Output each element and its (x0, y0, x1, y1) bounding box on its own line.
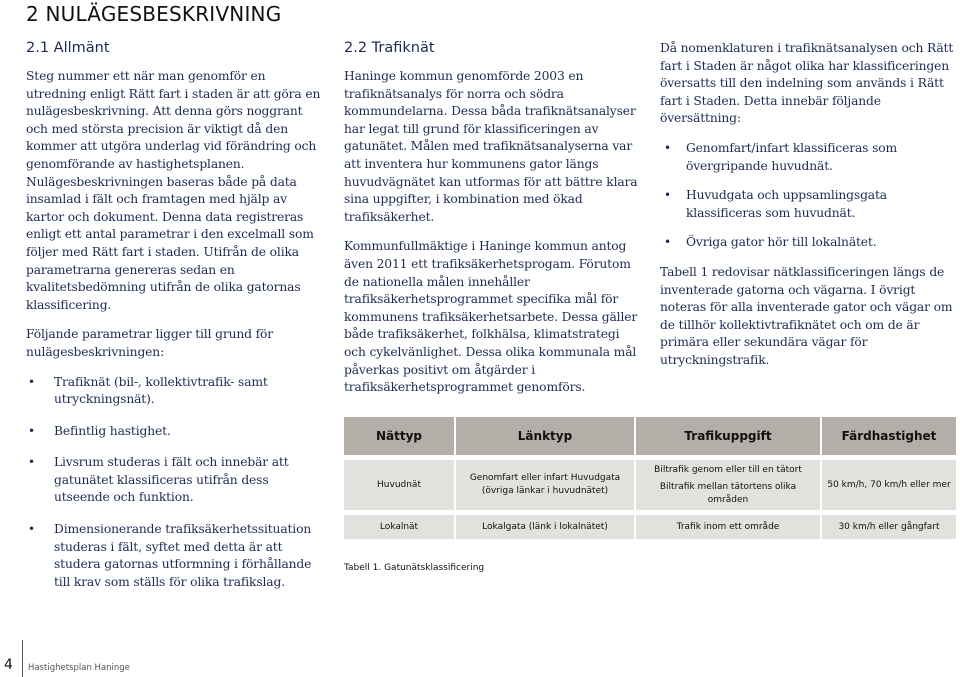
parameter-list (26, 374, 326, 592)
classification-table (344, 417, 956, 539)
list-item-text: Övriga gator hör till lokalnätet. (686, 235, 877, 250)
list-item-text: Befintlig hastighet. (54, 423, 171, 438)
list-item (660, 140, 958, 175)
paragraph: Steg nummer ett när man genomför en utredning enligt Rätt fart i staden är att göra en nulägesbeskrivning. Att denna görs noggrant och med största precision är viktigt då den kommer att utgöra underlag vid förändring och genomförande av hastighetsplanen. Nulägesbeskrivningen baseras både på data insamlad i fält och framtagen med hjälp av kartor och dokument. Denna data registreras enligt ett antal parametrar i den excelmall som följer med Rätt fart i staden. Utifrån de olika parametrarna genereras sedan en kvalitetsbedömning utifrån de olika gatornas klassificering. (26, 69, 321, 312)
list-item (660, 187, 958, 222)
paragraph: Haninge kommun genomförde 2003 en trafiknätsanalys för norra och södra kommundelarna. Dessa båda trafiknätsanalyser har legat till grund för klassificeringen av gatunätet. Målen med trafiknätsanalyserna var att inventera hur kommunens gator längs huvudvägnätet kan utformas för att bättre klara sina uppgifter, i kombination med ökad trafiksäkerhet. (344, 69, 638, 224)
bullet-icon: • (28, 522, 35, 537)
bullet-icon: • (664, 140, 671, 155)
cell-line: Genomfart eller infart Huvudgata (469, 473, 621, 483)
cell-line: Biltrafik genom eller till en tätort (654, 464, 802, 475)
bullet-icon: • (664, 235, 671, 250)
table-cell: Lokalgata (länk i lokalnätet) (456, 510, 636, 539)
table-cell: Huvudnät (344, 455, 456, 510)
paragraph: Tabell 1 redovisar nätklassificeringen längs de inventerade gatorna och vägarna. I övrigt noteras för alla inventerade gator och vägar om de tillhör kollektivtrafiknätet och om de är primära eller sekundära vägar för utryckningstrafik. (660, 264, 953, 367)
list-item (660, 234, 958, 252)
paragraph: Kommunfullmäktige i Haninge kommun antog även 2011 ett trafiksäkerhetsprogam. Förutom de nationella målen innehåller trafiksäkerhetsprogrammet specifika mål för kommunens trafiksäkerhetsarbete. Dessa gäller både trafiksäkerhet, folkhälsa, klimatstrategi och cykelvänlighet. Dessa olika kommunala mål påverkas positivt om åtgärder i trafiksäkerhetsprogrammet genomförs. (344, 239, 638, 395)
column-header-fardhastighet: Färdhastighet (822, 417, 956, 455)
table-cell (636, 455, 822, 510)
list-item-text: Livsrum studeras i fält och innebär att gatunätet klassificeras utifrån dess utseende och funktion. (54, 455, 289, 505)
section-heading-trafiknat: 2.2 Trafiknät (344, 40, 435, 56)
bullet-icon: • (28, 455, 35, 470)
translation-list (660, 140, 958, 252)
paragraph: Då nomenklaturen i trafiknätsanalysen och Rätt fart i Staden är något olika har klassificeringen översatts till den indelning som används i Rätt fart i Staden. Detta innebär följande översättning: (660, 41, 954, 126)
list-item-text: Genomfart/infart klassificeras som övergripande huvudnät. (686, 140, 898, 173)
cell-line: (övriga länkar i huvudnätet) (481, 486, 609, 496)
column-allmant (26, 40, 326, 605)
column-nomenklatur (660, 40, 958, 382)
column-header-trafikuppgift: Trafikuppgift (636, 417, 822, 455)
list-item (26, 454, 326, 507)
table-header-row (344, 417, 956, 455)
chapter-title: 2 NULÄGESBESKRIVNING (26, 2, 282, 26)
table-cell: 50 km/h, 70 km/h eller mer (822, 455, 956, 510)
column-trafiknat (344, 40, 640, 409)
list-item-text: Dimensionerande trafiksäkerhetssituation studeras i fält, syftet med detta är att studera gatornas utformning i förhållande till krav som ställs för olika trafikslag. (54, 522, 312, 589)
table-caption: Tabell 1. Gatunätsklassificering (344, 563, 485, 573)
footer-divider (22, 640, 23, 677)
table-cell (456, 455, 636, 510)
table-cell: Lokalnät (344, 510, 456, 539)
column-header-lanktyp: Länktyp (456, 417, 636, 455)
table-cell: 30 km/h eller gångfart (822, 510, 956, 539)
footer-document-title: Hastighetsplan Haninge (28, 663, 130, 673)
list-item-text: Huvudgata och uppsamlingsgata klassificeras som huvudnät. (686, 188, 887, 220)
list-item-text: Trafiknät (bil-, kollektivtrafik- samt utryckningsnät). (54, 374, 268, 407)
bullet-icon: • (28, 374, 35, 389)
table-row (344, 455, 956, 510)
bullet-icon: • (28, 423, 35, 438)
list-item (26, 423, 326, 441)
bullet-icon: • (664, 188, 671, 203)
cell-line: Biltrafik mellan tätortens olika områden (659, 481, 797, 505)
list-item (26, 521, 326, 591)
list-item (26, 374, 326, 409)
column-header-nattyp: Nättyp (344, 417, 456, 455)
table-row (344, 510, 956, 539)
section-heading-allmant: 2.1 Allmänt (26, 40, 110, 56)
table-cell: Trafik inom ett område (636, 510, 822, 539)
paragraph: Följande parametrar ligger till grund för nulägesbeskrivningen: (26, 327, 273, 359)
page-number: 4 (4, 657, 13, 673)
